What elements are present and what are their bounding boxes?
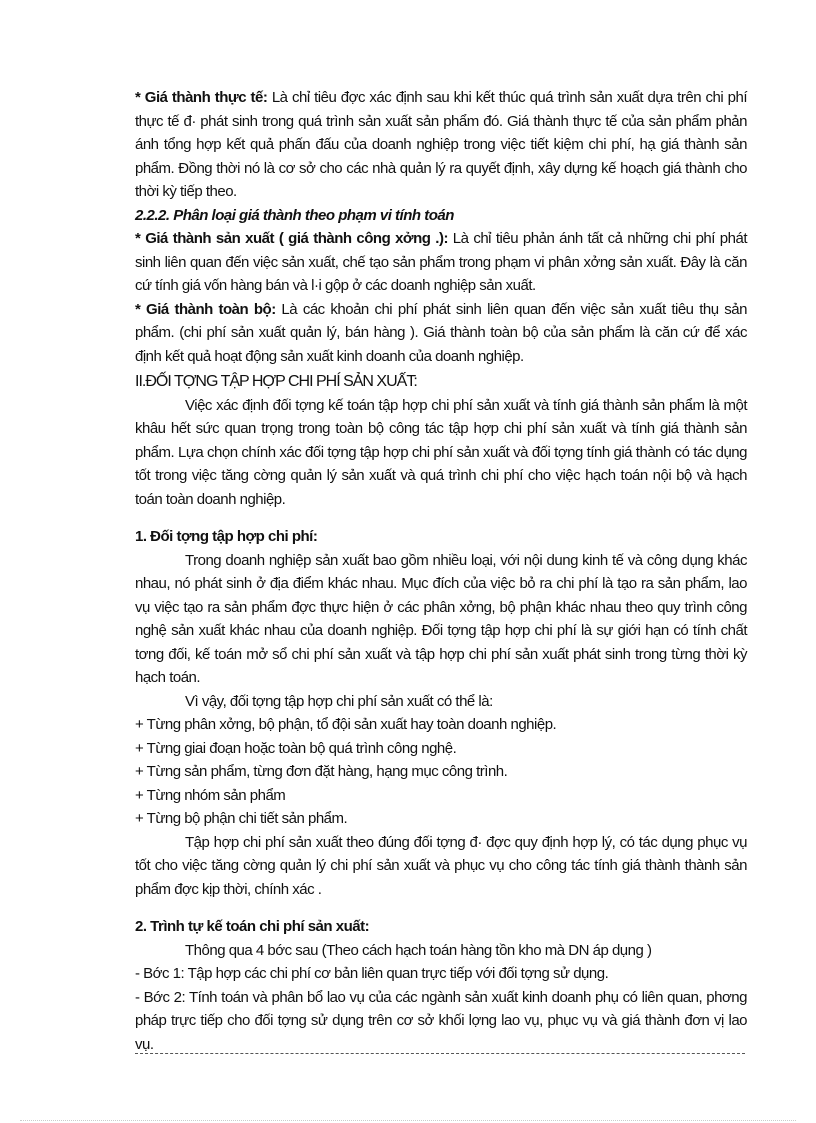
paragraph-steps-intro: Thông qua 4 bớc sau (Theo cách hạch toán hàng tồn kho mà DN áp dụng ) xyxy=(185,941,652,959)
paragraph-object-intro: Việc xác định đối tợng kế toán tập hợp chi phí sản xuất và tính giá thành sản phẩm là một khâu hết sức quan trọng trong toàn bộ công tác tập hợp chi phí sản xuất và tính giá thành sản phẩm. Lựa chọn chính xác đối tợng tập hợp chi phí sản xuất và đối tợng tính giá thành có tác dụng tốt trong việc tăng cờng quản lý sản xuất và quá trình chi phí cho việc hạch toán nội bộ và hạch toán toàn doanh nghiệp. xyxy=(135,396,747,508)
object-list xyxy=(135,713,747,831)
page-edge-divider xyxy=(20,1120,796,1121)
term-label: * Giá thành toàn bộ: xyxy=(135,300,276,318)
heading-1: 1. Đối tợng tập hợp chi phí: xyxy=(135,528,318,545)
subheading-2-2-2: 2.2.2. Phân loại giá thành theo phạm vi tính toán xyxy=(135,206,454,224)
step-2: - Bớc 2: Tính toán và phân bổ lao vụ của các ngành sản xuất kinh doanh phụ có liên quan, phơng pháp trực tiếp cho đối tợng sử dụng trên cơ sở khối lợng lao vụ, phục vụ và giá thành đơn vị lao vụ. xyxy=(135,988,747,1053)
term-label: * Giá thành thực tế: xyxy=(135,89,268,106)
list-item: + Từng sản phẩm, từng đơn đặt hàng, hạng mục công trình. xyxy=(135,763,508,780)
paragraph-list-intro: Vì vậy, đối tợng tập hợp chi phí sản xuất có thể là: xyxy=(185,692,493,710)
heading-2: 2. Trình tự kế toán chi phí sản xuất: xyxy=(135,918,370,935)
step-1: - Bớc 1: Tập hợp các chi phí cơ bản liên quan trực tiếp với đối tợng sử dụng. xyxy=(135,965,609,982)
paragraph-total-cost: * Giá thành toàn bộ: Là các khoản chi phí phát sinh liên quan đến việc sản xuất tiêu thụ sản phẩm. (chi phí sản xuất quản lý, bán hàng ). Giá thành toàn bộ của sản phẩm là căn cứ để xác định kết quả hoạt động sản xuất kinh doanh của doanh nghiệp. xyxy=(135,300,747,365)
paragraph-conclusion: Tập hợp chi phí sản xuất theo đúng đối tợng đ· đợc quy định hợp lý, có tác dụng phục vụ tốt cho việc tăng cờng quản lý chi phí sản xuất và phục vụ cho công tác tính giá thành thành sản phẩm đợc kịp thời, chính xác . xyxy=(135,833,747,898)
document-page xyxy=(135,86,747,1056)
term-label: * Giá thành sản xuất ( giá thành công xởng .): xyxy=(135,230,448,247)
list-item: + Từng nhóm sản phẩm xyxy=(135,786,286,804)
list-item: + Từng bộ phận chi tiết sản phẩm. xyxy=(135,810,348,827)
paragraph-production-cost: * Giá thành sản xuất ( giá thành công xởng .): Là chỉ tiêu phản ánh tất cả những chi phí phát sinh liên quan đến việc sản xuất, chế tạo sản phẩm trong phạm vi phân xởng sản xuất. Đây là căn cứ tính giá vốn hàng bán và l·i gộp ở các doanh nghiệp sản xuất. xyxy=(135,230,747,294)
list-item: + Từng phân xởng, bộ phận, tổ đội sản xuất hay toàn doanh nghiệp. xyxy=(135,716,557,733)
paragraph-actual-cost: * Giá thành thực tế: Là chỉ tiêu đợc xác định sau khi kết thúc quá trình sản xuất dựa trên chi phí thực tế đ· phát sinh trong quá trình sản xuất sản phẩm đó. Giá thành thực tế của sản phẩm phản ánh tổng hợp kết quả phấn đấu của doanh nghiệp trong việc tiết kiệm chi phí, hạ giá thành sản phẩm. Đồng thời nó là cơ sở cho các nhà quản lý ra quyết định, xây dựng kế hoạch giá thành cho thời kỳ tiếp theo. xyxy=(135,89,747,200)
section-heading-ii: II.ĐỐI TỢNG TẬP HỢP CHI PHÍ SẢN XUẤT: xyxy=(135,373,417,390)
list-item: + Từng giai đoạn hoặc toàn bộ quá trình công nghệ. xyxy=(135,739,457,757)
footer-divider xyxy=(135,1053,745,1054)
paragraph-object-detail: Trong doanh nghiệp sản xuất bao gồm nhiều loại, với nội dung kinh tế và công dụng khác nhau, nó phát sinh ở địa điểm khác nhau. Mục đích của việc bỏ ra chi phí là tạo ra sản phẩm, lao vụ việc tạo ra sản phẩm đợc thực hiện ở các phân xởng, bộ phận khác nhau theo quy trình công nghệ sản xuất khác nhau của doanh nghiệp. Đối tợng tập hợp chi phí là sự giới hạn có tính chất tơng đối, kế toán mở sổ chi phí sản xuất và tập hợp chi phí sản xuất phát sinh trong từng thời kỳ hạch toán. xyxy=(135,551,747,686)
